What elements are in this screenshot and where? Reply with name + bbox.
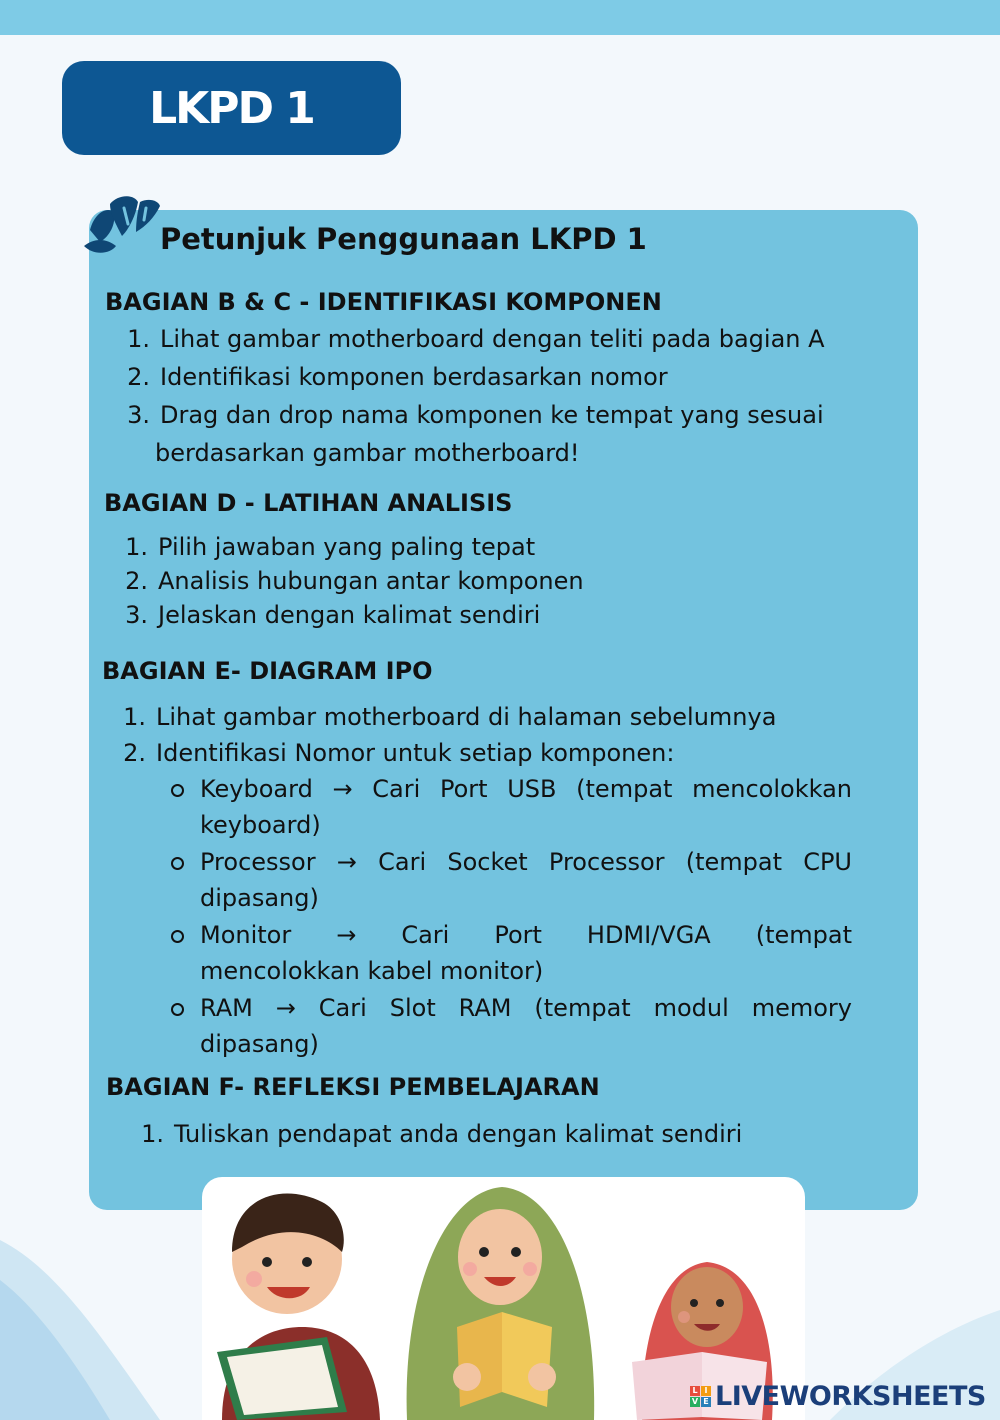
list-item	[120, 363, 668, 391]
list-item-continuation: berdasarkan gambar motherboard!	[155, 439, 580, 467]
list-number: 1.	[141, 1120, 164, 1148]
bullet-icon	[171, 857, 184, 870]
list-text: Drag dan drop nama komponen ke tempat yang sesuai	[160, 401, 824, 429]
title-banner	[62, 61, 401, 155]
list-number: 2.	[127, 363, 150, 391]
list-item	[118, 567, 584, 595]
sub-item-ram: RAM → Cari Slot RAM (tempat modul memory	[200, 994, 852, 1022]
list-number: 1.	[123, 703, 146, 731]
list-text: Analisis hubungan antar komponen	[158, 567, 584, 595]
liveworksheets-watermark	[690, 1380, 986, 1412]
page-title: LKPD 1	[149, 82, 314, 134]
list-text: Identifikasi Nomor untuk setiap komponen:	[156, 739, 675, 767]
sub-item-keyboard: Keyboard → Cari Port USB (tempat mencolokkan	[200, 775, 852, 803]
list-text: Identifikasi komponen berdasarkan nomor	[160, 363, 668, 391]
list-number: 2.	[125, 567, 148, 595]
logo-letter: V	[691, 1396, 699, 1406]
list-item	[116, 739, 674, 767]
list-item	[134, 1120, 742, 1148]
list-number: 3.	[127, 401, 150, 429]
logo-letter: I	[701, 1386, 711, 1396]
sub-item-continuation: keyboard)	[200, 811, 321, 839]
top-bar	[0, 0, 1000, 35]
list-number: 2.	[123, 739, 146, 767]
sub-item-continuation: dipasang)	[200, 884, 319, 912]
watermark-text: LIVEWORKSHEETS	[715, 1380, 986, 1412]
sub-item-continuation: dipasang)	[200, 1030, 319, 1058]
list-item	[120, 401, 824, 429]
logo-letter: L	[690, 1386, 700, 1396]
sub-item-processor: Processor → Cari Socket Processor (tempat CPU	[200, 848, 852, 876]
bullet-icon	[171, 784, 184, 797]
section-heading-f: BAGIAN F- REFLEKSI PEMBELAJARAN	[106, 1073, 600, 1101]
list-item	[118, 533, 535, 561]
list-item	[120, 325, 825, 353]
bullet-icon	[171, 930, 184, 943]
list-number: 3.	[125, 601, 148, 629]
sub-item-continuation: mencolokkan kabel monitor)	[200, 957, 544, 985]
boy-figure	[217, 1194, 380, 1420]
bullet-icon	[171, 1003, 184, 1016]
logo-letter: E	[701, 1397, 711, 1407]
sub-item-monitor: Monitor → Cari Port HDMI/VGA (tempat	[200, 921, 852, 949]
burst-decoration-icon	[80, 194, 162, 260]
list-text: Lihat gambar motherboard dengan teliti pada bagian A	[160, 325, 825, 353]
list-text: Lihat gambar motherboard di halaman sebelumnya	[156, 703, 777, 731]
list-number: 1.	[127, 325, 150, 353]
list-item	[116, 703, 776, 731]
section-heading-b-c: BAGIAN B & C - IDENTIFIKASI KOMPONEN	[105, 288, 662, 316]
list-text: Jelaskan dengan kalimat sendiri	[158, 601, 541, 629]
list-text: Tuliskan pendapat anda dengan kalimat sendiri	[174, 1120, 743, 1148]
list-number: 1.	[125, 533, 148, 561]
section-heading-d: BAGIAN D - LATIHAN ANALISIS	[104, 489, 513, 517]
panel-title: Petunjuk Penggunaan LKPD 1	[160, 222, 647, 256]
liveworksheets-logo-icon	[690, 1386, 711, 1407]
section-heading-e: BAGIAN E- DIAGRAM IPO	[102, 657, 433, 685]
list-item	[118, 601, 540, 629]
list-text: Pilih jawaban yang paling tepat	[158, 533, 536, 561]
girl-green-hijab-figure	[407, 1187, 595, 1420]
